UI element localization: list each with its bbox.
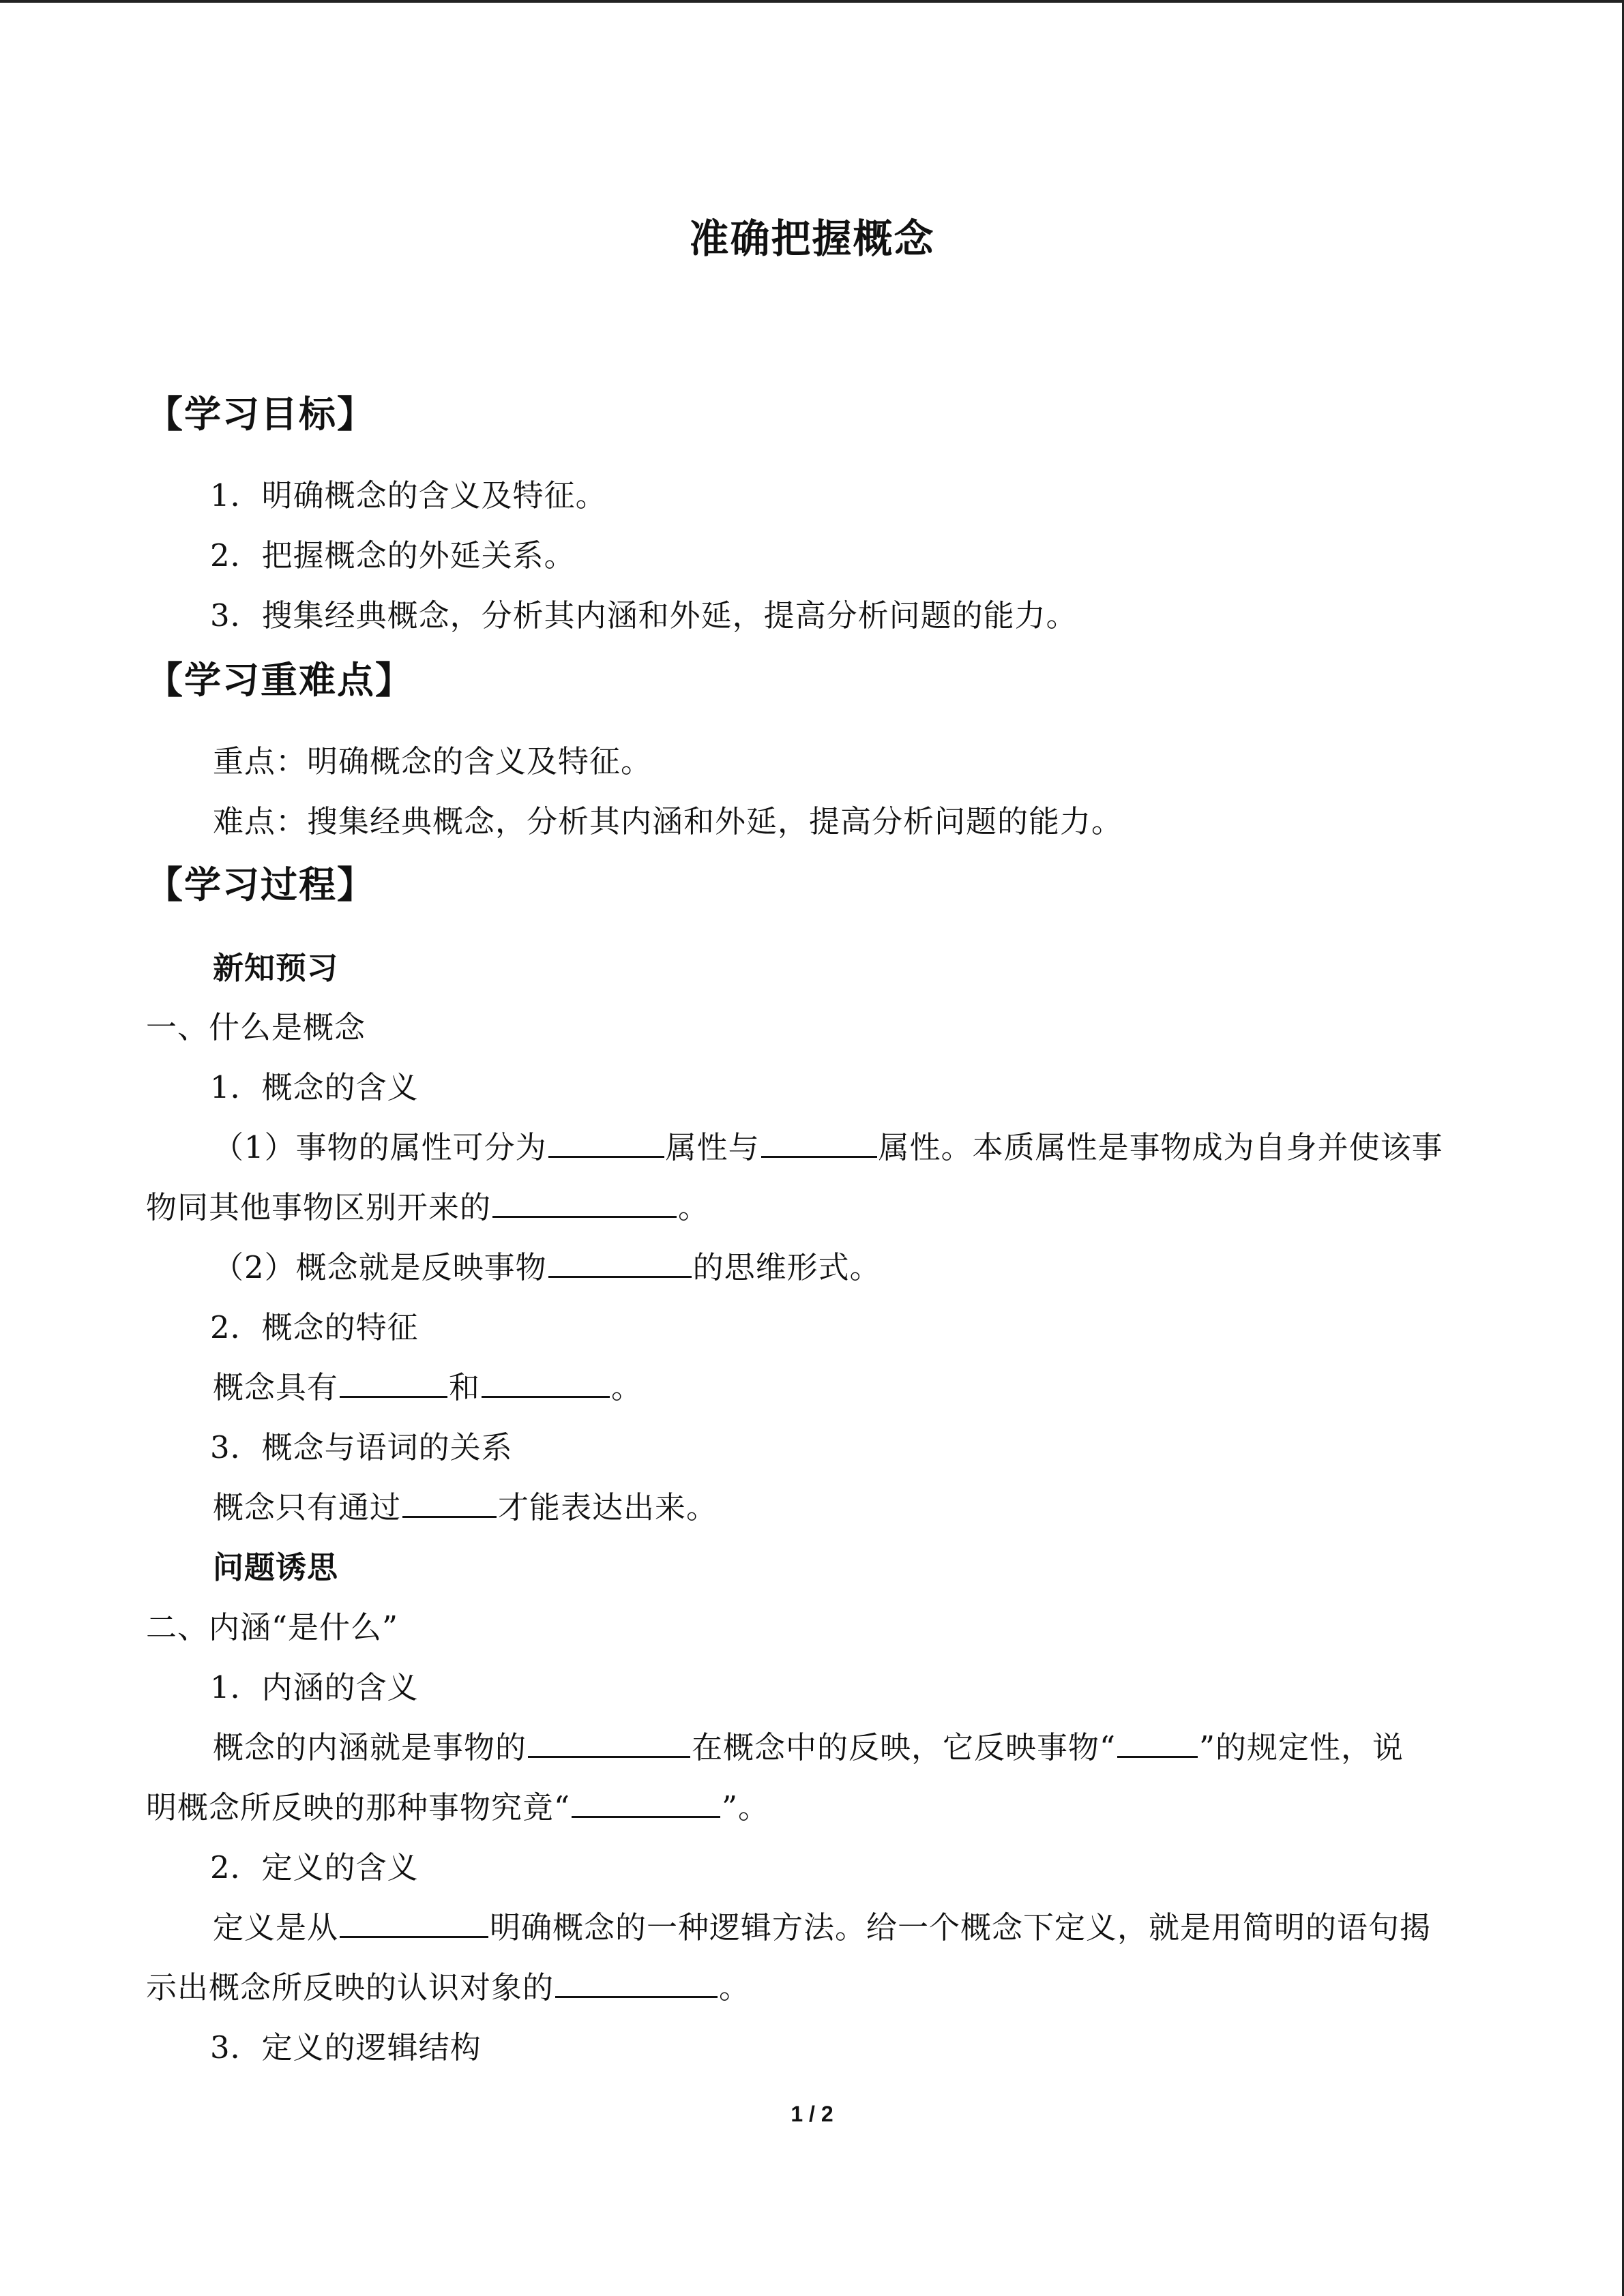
section1-p3	[213, 1364, 643, 1412]
section1-p4	[213, 1484, 718, 1532]
fill-blank[interactable]	[340, 1905, 488, 1938]
section1-sub2: 2．概念的特征	[210, 1309, 419, 1345]
section2-p2-line1	[213, 1904, 1431, 1952]
text-segment: （2）概念就是反映事物	[213, 1249, 547, 1285]
section1-p1-line2	[146, 1184, 709, 1232]
fill-blank[interactable]	[482, 1365, 610, 1398]
page-border-top	[0, 0, 1624, 3]
section2-title: 二、内涵“是什么”	[146, 1609, 399, 1645]
text-segment: 。	[719, 1969, 751, 2006]
fill-blank[interactable]	[548, 1124, 664, 1158]
fill-blank[interactable]	[548, 1244, 692, 1278]
text-segment: 和	[449, 1369, 481, 1405]
section2-p1-line2	[146, 1784, 769, 1832]
fill-blank[interactable]	[1117, 1725, 1198, 1758]
fill-blank[interactable]	[340, 1365, 447, 1398]
preview-label: 新知预习	[213, 950, 339, 986]
text-segment: 概念只有通过	[213, 1489, 402, 1525]
text-segment: 明确概念的一种逻辑方法。给一个概念下定义，就是用简明的语句揭	[490, 1909, 1432, 1945]
section2-sub2: 2．定义的含义	[210, 1849, 419, 1885]
document-title: 准确把握概念	[689, 215, 935, 262]
section1-p1-line1	[213, 1124, 1443, 1172]
focus-heading: 【学习重难点】	[146, 659, 413, 702]
text-segment: 。	[611, 1369, 643, 1405]
text-segment: 在概念中的反映，它反映事物“	[692, 1729, 1117, 1765]
fill-blank[interactable]	[402, 1485, 497, 1518]
text-segment: 的思维形式。	[692, 1249, 881, 1285]
key-point: 重点：明确概念的含义及特征。	[213, 743, 653, 779]
section1-sub3: 3．概念与语词的关系	[210, 1429, 513, 1465]
text-segment: ”的规定性，说	[1199, 1729, 1404, 1765]
text-segment: 定义是从	[213, 1909, 339, 1945]
text-segment: 才能表达出来。	[498, 1489, 718, 1525]
fill-blank[interactable]	[492, 1184, 677, 1218]
fill-blank[interactable]	[528, 1725, 690, 1758]
fill-blank[interactable]	[555, 1965, 718, 1998]
section2-sub1: 1．内涵的含义	[210, 1669, 419, 1705]
text-segment: 明概念所反映的那种事物究竟“	[146, 1789, 571, 1825]
section1-title: 一、什么是概念	[146, 1009, 366, 1045]
goal-item-2: 2．把握概念的外延关系。	[210, 537, 576, 573]
page-number: 1 / 2	[791, 2102, 833, 2126]
text-segment: 示出概念所反映的认识对象的	[146, 1969, 555, 2006]
section2-p1-line1	[213, 1724, 1404, 1772]
text-segment: 。	[678, 1189, 710, 1225]
text-segment: 属性与	[665, 1129, 760, 1165]
section2-sub3: 3．定义的逻辑结构	[210, 2029, 482, 2066]
question-label: 问题诱思	[213, 1549, 339, 1585]
section1-p2	[213, 1244, 881, 1292]
text-segment: 属性。本质属性是事物成为自身并使该事	[878, 1129, 1443, 1165]
difficult-point: 难点：搜集经典概念，分析其内涵和外延，提高分析问题的能力。	[213, 803, 1123, 839]
text-segment: ”。	[722, 1789, 770, 1825]
fill-blank[interactable]	[761, 1124, 877, 1158]
text-segment: 概念的内涵就是事物的	[213, 1729, 527, 1765]
process-heading: 【学习过程】	[146, 863, 375, 906]
fill-blank[interactable]	[572, 1785, 720, 1818]
goal-item-3: 3．搜集经典概念，分析其内涵和外延，提高分析问题的能力。	[210, 597, 1078, 633]
section1-sub1: 1．概念的含义	[210, 1069, 419, 1105]
text-segment: 概念具有	[213, 1369, 339, 1405]
goal-item-1: 1．明确概念的含义及特征。	[210, 477, 607, 513]
text-segment: 物同其他事物区别开来的	[146, 1189, 492, 1225]
section2-p2-line2	[146, 1964, 750, 2012]
goals-heading: 【学习目标】	[146, 393, 375, 436]
text-segment: （1）事物的属性可分为	[213, 1129, 547, 1165]
